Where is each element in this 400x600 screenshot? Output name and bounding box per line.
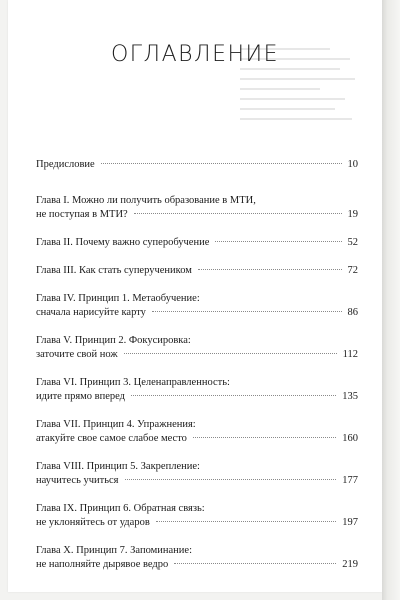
toc-leader-dots — [125, 479, 337, 480]
toc-entry-title-line: Глава V. Принцип 2. Фокусировка: — [36, 335, 191, 346]
book-page — [8, 0, 382, 592]
page-edge-shadow — [382, 0, 400, 600]
toc-page-number: 52 — [347, 237, 358, 248]
toc-leader-dots — [174, 563, 336, 564]
toc-entry — [36, 502, 358, 530]
toc-entry-title-line: не уклоняйтесь от ударов — [36, 517, 150, 528]
toc-entry — [36, 194, 358, 222]
toc-entry-title-line: атакуйте свое самое слабое место — [36, 433, 187, 444]
toc-entry-last-line — [36, 306, 358, 320]
toc-entry-last-line — [36, 348, 358, 362]
toc-entry-title-line: Предисловие — [36, 159, 95, 170]
toc-entry-last-line — [36, 158, 358, 172]
toc-leader-dots — [193, 437, 336, 438]
toc-entry-title-line: Глава I. Можно ли получить образование в МТИ, — [36, 195, 256, 206]
toc-entry-title-line: Глава IV. Принцип 1. Метаобучение: — [36, 293, 200, 304]
toc-entry-last-line — [36, 208, 358, 222]
toc-page-number: 160 — [342, 433, 358, 444]
toc-entry-title-line: научитесь учиться — [36, 475, 119, 486]
toc-entry-last-line — [36, 390, 358, 404]
toc-entry — [36, 158, 358, 172]
toc-entry-last-line — [36, 432, 358, 446]
toc-entry-last-line — [36, 558, 358, 572]
toc-entry-title-line: Глава VI. Принцип 3. Целенаправленность: — [36, 377, 230, 388]
toc-page-number: 112 — [342, 349, 358, 360]
toc-entry-title-line: Глава II. Почему важно суперобучение — [36, 237, 210, 248]
toc-page-number: 135 — [342, 391, 358, 402]
toc-page-number: 86 — [347, 307, 358, 318]
toc-entry — [36, 264, 358, 278]
toc-leader-dots — [152, 311, 342, 312]
toc-entry-last-line — [36, 236, 358, 250]
toc-leader-dots — [134, 213, 342, 214]
toc-entry — [36, 292, 358, 320]
toc-entry — [36, 460, 358, 488]
page-title: ОГЛАВЛЕНИЕ — [110, 42, 280, 67]
toc-entry-title-line: Глава VIII. Принцип 5. Закрепление: — [36, 461, 200, 472]
toc-leader-dots — [124, 353, 337, 354]
toc-entry-title-line: Глава IX. Принцип 6. Обратная связь: — [36, 503, 205, 514]
toc-entry-title-line: Глава III. Как стать суперучеником — [36, 265, 192, 276]
toc-entry-title-line: сначала нарисуйте карту — [36, 307, 146, 318]
toc-leader-dots — [101, 163, 342, 164]
toc-leader-dots — [198, 269, 342, 270]
toc-page-number: 10 — [347, 159, 358, 170]
toc-leader-dots — [131, 395, 336, 396]
toc-entry-last-line — [36, 474, 358, 488]
toc-entry-title-line: Глава X. Принцип 7. Запоминание: — [36, 545, 192, 556]
toc-page-number: 177 — [342, 475, 358, 486]
toc-entry — [36, 544, 358, 572]
toc-entry-title-line: не наполняйте дырявое ведро — [36, 559, 169, 570]
toc-entry — [36, 418, 358, 446]
table-of-contents — [36, 158, 358, 586]
toc-page-number: 197 — [342, 517, 358, 528]
toc-entry-title-line: заточите свой нож — [36, 349, 118, 360]
toc-page-number: 72 — [347, 265, 358, 276]
toc-entry — [36, 334, 358, 362]
toc-page-number: 219 — [342, 559, 358, 570]
toc-page-number: 19 — [347, 209, 358, 220]
toc-leader-dots — [215, 241, 341, 242]
toc-leader-dots — [156, 521, 336, 522]
toc-entry-last-line — [36, 516, 358, 530]
toc-entry-last-line — [36, 264, 358, 278]
toc-entry — [36, 236, 358, 250]
toc-entry-title-line: Глава VII. Принцип 4. Упражнения: — [36, 419, 196, 430]
toc-entry-title-line: идите прямо вперед — [36, 391, 126, 402]
toc-entry-title-line: не поступая в МТИ? — [36, 209, 128, 220]
toc-entry — [36, 376, 358, 404]
